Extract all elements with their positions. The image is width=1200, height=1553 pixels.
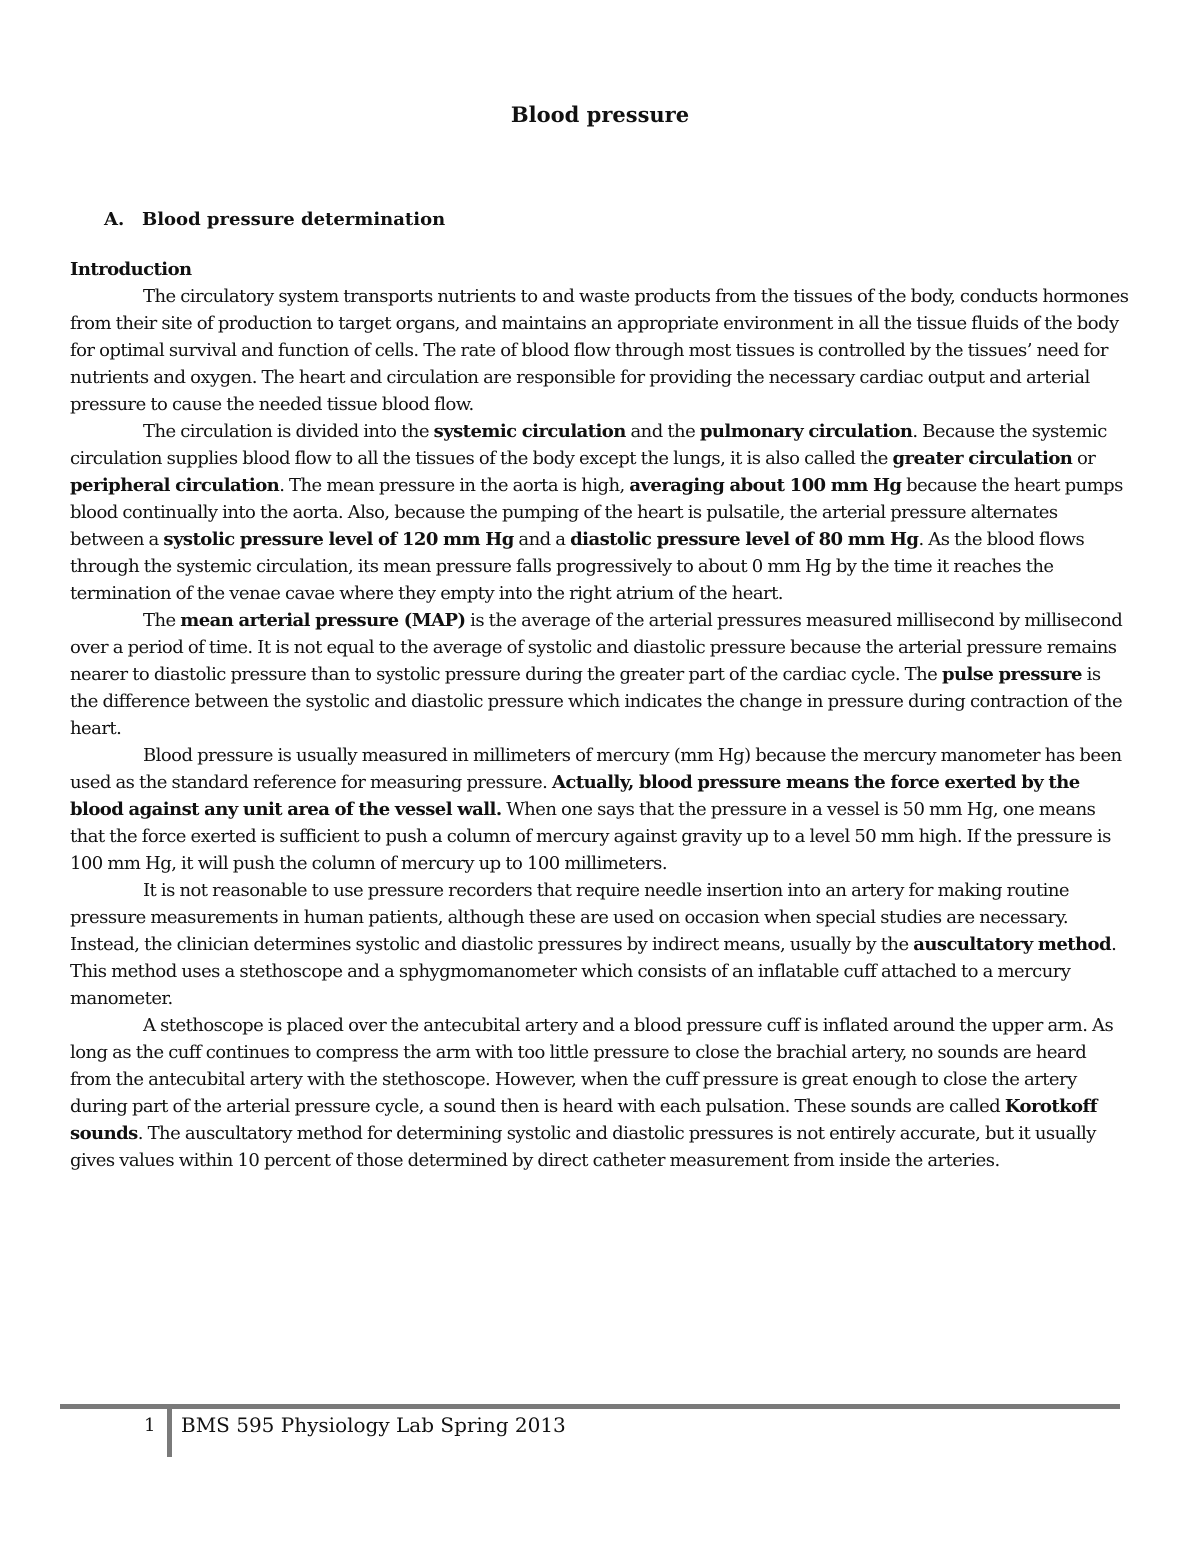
bold-term: averaging about 100 mm Hg (629, 475, 902, 496)
bold-term: Korotkoff sounds (70, 1096, 1097, 1144)
introduction-heading: Introduction (70, 259, 192, 280)
paragraphs-container (70, 283, 1130, 1174)
bold-term: auscultatory method (913, 934, 1112, 955)
bold-term: Actually, blood pressure means the force exerted by the blood against any unit area of the vessel wall. (70, 772, 1080, 820)
text-run: or (1072, 448, 1096, 469)
text-run: The (143, 610, 181, 631)
text-run: is the average of the arterial pressures measured millisecond by millisecond over a period of time. It is not equal to the average of systolic and diastolic pressure because the arterial pressure remains nearer to diastolic pressure than to systolic pressure during the greater part of the cardiac cycle. The (70, 610, 1123, 685)
text-run: . The auscultatory method for determining systolic and diastolic pressures is not entirely accurate, but it usually gives values within 10 percent of those determined by direct catheter measurement from inside the arteries. (70, 1123, 1096, 1171)
bold-term: systemic circulation (433, 421, 626, 442)
text-run: Blood pressure is usually measured in millimeters of mercury (mm Hg) because the mercury manometer has been used as the standard reference for measuring pressure. (70, 745, 1122, 793)
bold-term: peripheral circulation (70, 475, 280, 496)
body-paragraph (70, 742, 1130, 877)
body-paragraph (70, 877, 1130, 1012)
text-run: because the heart pumps blood continually into the aorta. Also, because the pumping of the heart is pulsatile, the arterial pressure alternates between a (70, 475, 1123, 550)
bold-term: mean arterial pressure (MAP) (180, 610, 466, 631)
page-title: Blood pressure (510, 102, 690, 127)
body-paragraph (70, 418, 1130, 607)
text-run: . Because the systemic circulation supplies blood flow to all the tissues of the body except the lungs, it is also called the (70, 421, 1107, 469)
section-marker: A. (104, 209, 125, 230)
text-run: . The mean pressure in the aorta is high, (279, 475, 630, 496)
text-run: When one says that the pressure in a vessel is 50 mm Hg, one means that the force exerted is sufficient to push a column of mercury against gravity up to a level 50 mm high. If the pressure is 100 mm Hg, it will push the column of mercury up to 100 millimeters. (70, 799, 1111, 874)
section-heading-text: Blood pressure determination (142, 209, 446, 230)
document-body (70, 256, 1130, 1174)
text-run: The circulatory system transports nutrients to and waste products from the tissues of the body, conducts hormones from their site of production to target organs, and maintains an appropriate environment in all the tissue fluids of the body for optimal survival and function of cells. The rate of blood flow through most tissues is controlled by the tissues’ need for nutrients and oxygen. The heart and circulation are responsible for providing the necessary cardiac output and arterial pressure to cause the needed tissue blood flow. (70, 286, 1129, 415)
bold-term: systolic pressure level of 120 mm Hg (163, 529, 514, 550)
text-run: The circulation is divided into the (143, 421, 434, 442)
footer-course-label: BMS 595 Physiology Lab Spring 2013 (181, 1413, 566, 1437)
text-run: and a (513, 529, 571, 550)
bold-term: pulse pressure (941, 664, 1082, 685)
text-run: is the difference between the systolic and diastolic pressure which indicates the change in pressure during contraction of the heart. (70, 664, 1123, 739)
text-run: A stethoscope is placed over the antecubital artery and a blood pressure cuff is inflated around the upper arm. As long as the cuff continues to compress the arm with too little pressure to close the brachial artery, no sounds are heard from the antecubital artery with the stethoscope. However, when the cuff pressure is great enough to close the artery during part of the arterial pressure cycle, a sound then is heard with each pulsation. These sounds are called (70, 1015, 1114, 1117)
page-number: 1 (144, 1415, 156, 1436)
text-run: It is not reasonable to use pressure recorders that require needle insertion into an artery for making routine pressure measurements in human patients, although these are used on occasion when special studies are necessary. Instead, the clinician determines systolic and diastolic pressures by indirect means, usually by the (70, 880, 1070, 955)
bold-term: diastolic pressure level of 80 mm Hg (570, 529, 919, 550)
body-paragraph (70, 607, 1130, 742)
section-heading (104, 206, 445, 233)
text-run: . As the blood flows through the systemic circulation, its mean pressure falls progressively to about 0 mm Hg by the time it reaches the termination of the venae cavae where they empty into the right atrium of the heart. (70, 529, 1085, 604)
body-paragraph (70, 283, 1130, 418)
text-run: . This method uses a stethoscope and a sphygmomanometer which consists of an inflatable cuff attached to a mercury manometer. (70, 934, 1117, 1009)
footer-horizontal-rule (60, 1404, 1120, 1409)
bold-term: greater circulation (892, 448, 1073, 469)
bold-term: pulmonary circulation (699, 421, 913, 442)
body-paragraph (70, 1012, 1130, 1174)
text-run: and the (625, 421, 700, 442)
footer-vertical-rule (167, 1404, 172, 1457)
